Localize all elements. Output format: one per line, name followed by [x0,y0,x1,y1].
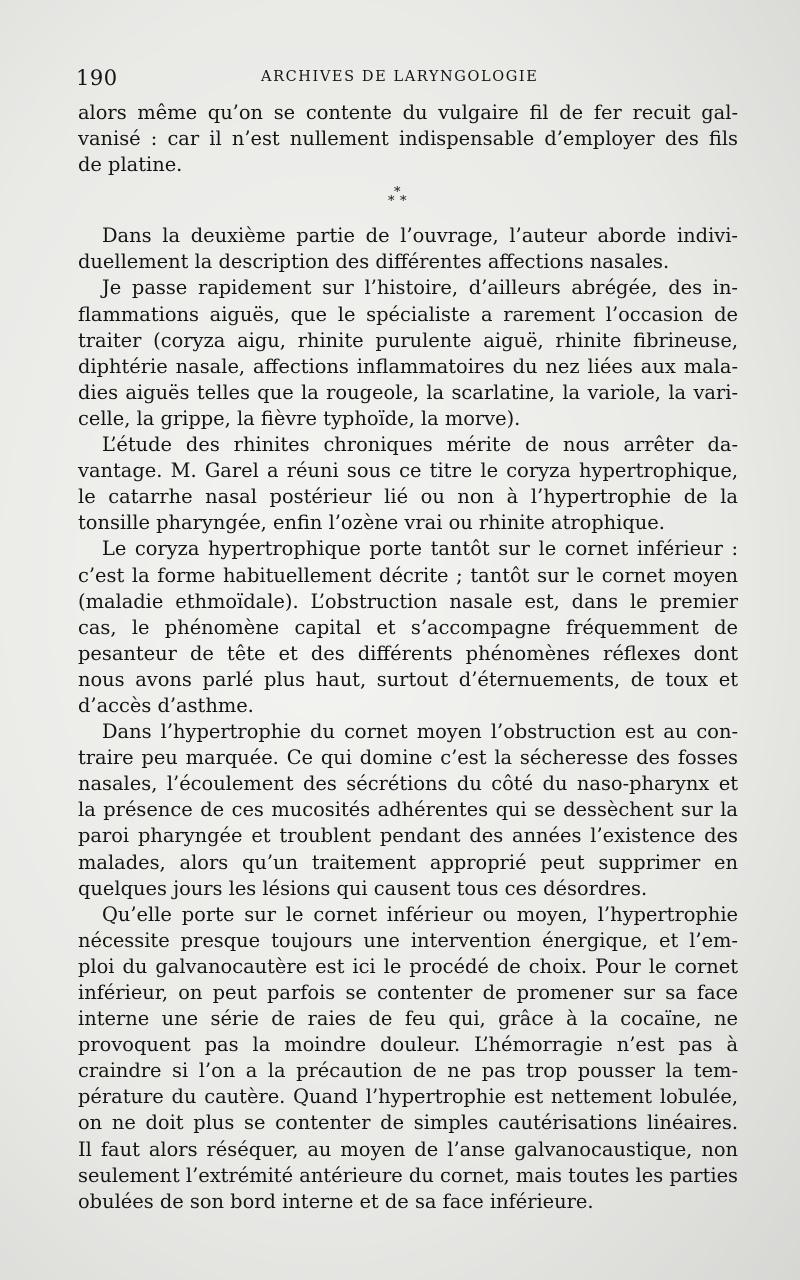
text-line: craindre si l’on a la précaution de ne pas trop pousser la tem- [78,1059,738,1083]
asterisk-icon: * [400,194,407,210]
text-line: inférieur, on peut parfois se contenter de promener sur sa face [78,981,738,1004]
text-line: d’accès d’asthme. [78,693,254,717]
text-line: nécessite presque toujours une intervention énergique, et l’em- [78,928,738,952]
text-line: seulement l’extrémité antérieure du cornet, mais toutes les parties [78,1163,738,1187]
text-line: Qu’elle porte sur le cornet inférieur ou moyen, l’hypertrophie [102,902,738,926]
text-line: tonsille pharyngée, enfin l’ozène vrai ou rhinite atrophique. [78,511,665,535]
text-line: de platine. [78,153,183,177]
text-line: celle, la grippe, la fièvre typhoïde, la morve). [78,406,521,430]
asterisk-icon: * [388,194,395,210]
text-line: diphtérie nasale, affections inflammatoires du nez liées aux mala- [78,354,738,378]
text-line: Dans l’hypertrophie du cornet moyen l’obstruction est au con- [102,720,738,744]
text-line: (maladie ethmoïdale). L’obstruction nasale est, dans le premier [78,589,738,613]
text-line: on ne doit plus se contenter de simples cautérisations linéaires. [78,1111,738,1135]
text-line: nous avons parlé plus haut, surtout d’éternuements, de toux et [78,667,738,691]
text-line: dies aiguës telles que la rougeole, la scarlatine, la variole, la vari- [78,380,738,404]
text-line: Le coryza hypertrophique porte tantôt sur le cornet inférieur : [102,537,738,561]
text-line: L’étude des rhinites chroniques mérite de nous arrêter da- [102,433,738,457]
text-line: quelques jours les lésions qui causent tous ces désordres. [78,876,648,900]
text-line: alors même qu’on se contente du vulgaire fil de fer recuit gal- [78,101,738,124]
text-line: Je passe rapidement sur l’histoire, d’ailleurs abrégée, des in- [102,276,738,300]
text-line: nasales, l’écoulement des sécrétions du côté du naso-pharynx et [78,772,738,796]
text-line: malades, alors qu’un traitement approprié peut supprimer en [78,850,738,874]
text-line: interne une série de raies de feu qui, grâce à la cocaïne, ne [78,1007,738,1031]
text-line: traiter (coryza aigu, rhinite purulente aiguë, rhinite fibrineuse, [78,328,738,352]
asterisk-icon: * [394,185,401,201]
text-line: Dans la deuxième partie de l’ouvrage, l’auteur aborde indivi- [102,224,738,248]
text-line: la présence de ces mucosités adhérentes qui se dessèchent sur la [78,798,738,822]
text-line: Il faut alors réséquer, au moyen de l’anse galvanocaustique, non [78,1137,738,1161]
text-line: ploi du galvanocautère est ici le procédé de choix. Pour le cornet [78,954,738,978]
text-line: pérature du cautère. Quand l’hypertrophie est nettement lobulée, [78,1085,738,1109]
page-number: 190 [76,66,118,90]
section-asterism [78,178,738,223]
text-line: vantage. M. Garel a réuni sous ce titre le coryza hypertrophique, [78,459,738,483]
text-line: le catarrhe nasal postérieur lié ou non à l’hypertrophie de la [78,485,738,509]
text-line: vanisé : car il n’est nullement indispensable d’employer des fils [78,127,738,151]
text-line: flammations aiguës, que le spécialiste a rarement l’occasion de [78,302,738,326]
text-line: provoquent pas la moindre douleur. L’hémorragie n’est pas à [78,1033,738,1057]
text-line: paroi pharyngée et troublent pendant des années l’existence des [78,824,738,848]
running-title: ARCHIVES DE LARYNGOLOGIE [261,69,539,85]
text-line: duellement la description des différentes affections nasales. [78,250,670,274]
text-line: obulées de son bord interne et de sa face inférieure. [78,1189,594,1213]
text-line: c’est la forme habituellement décrite ; tantôt sur le cornet moyen [78,563,738,587]
text-line: traire peu marquée. Ce qui domine c’est la sécheresse des fosses [78,746,738,770]
text-line: pesanteur de tête et des différents phénomènes réflexes dont [78,641,738,665]
page-header [76,66,726,92]
body-text [78,100,738,1215]
text-line: cas, le phénomène capital et s’accompagne fréquemment de [78,615,738,639]
